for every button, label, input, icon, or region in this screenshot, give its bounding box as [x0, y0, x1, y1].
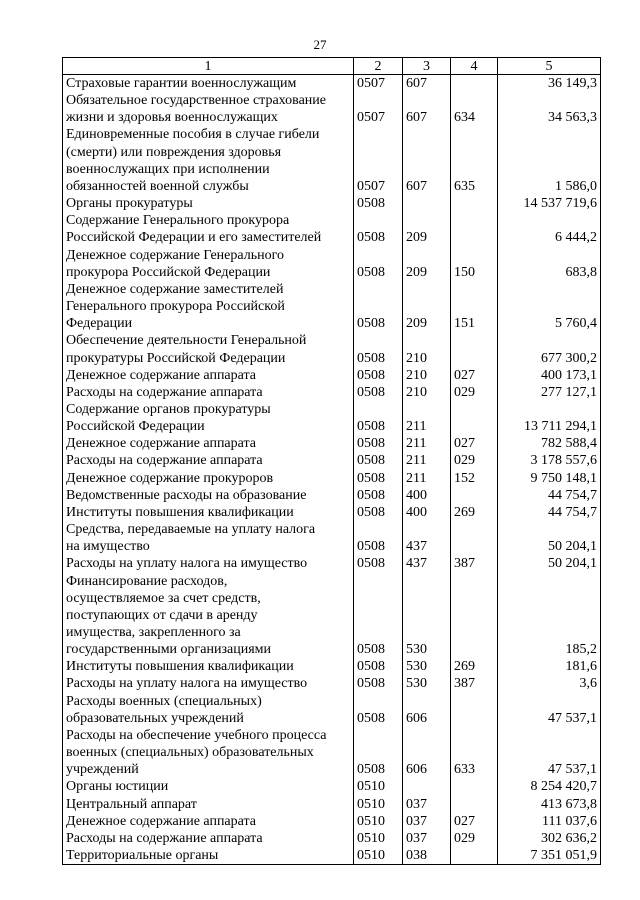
amount-value: 181,6: [498, 658, 601, 675]
target-article-code: 530: [403, 675, 451, 692]
amount-value: 185,2: [498, 573, 601, 659]
target-article-code: 606: [403, 693, 451, 727]
target-article-code: 211: [403, 452, 451, 469]
section-code: 0508: [354, 452, 403, 469]
section-code: 0508: [354, 195, 403, 212]
section-code: 0510: [354, 847, 403, 865]
amount-value: 683,8: [498, 247, 601, 281]
section-code: 0508: [354, 470, 403, 487]
expense-item-name: Расходы на содержание аппарата: [63, 384, 354, 401]
expense-type-code: [451, 796, 498, 813]
expense-item-name: Обязательное государственное страхование жизни и здоровья военнослужащих: [63, 92, 354, 126]
section-code: 0508: [354, 727, 403, 778]
column-header-5: 5: [498, 58, 601, 75]
amount-value: 5 760,4: [498, 281, 601, 332]
expense-item-name: Единовременные пособия в случае гибели (смерти) или повреждения здоровья военнослужащих при исполнении обязанностей военной службы: [63, 126, 354, 195]
amount-value: 413 673,8: [498, 796, 601, 813]
section-code: 0510: [354, 813, 403, 830]
column-header-3: 3: [403, 58, 451, 75]
expense-type-code: [451, 573, 498, 659]
expense-item-name: Органы прокуратуры: [63, 195, 354, 212]
amount-value: 50 204,1: [498, 521, 601, 555]
expense-type-code: 387: [451, 675, 498, 692]
amount-value: 7 351 051,9: [498, 847, 601, 865]
section-code: 0507: [354, 75, 403, 93]
table-row: [63, 452, 601, 469]
section-code: 0508: [354, 212, 403, 246]
expense-type-code: [451, 521, 498, 555]
target-article-code: 607: [403, 92, 451, 126]
table-row: [63, 126, 601, 195]
expense-type-code: 029: [451, 830, 498, 847]
expense-type-code: 150: [451, 247, 498, 281]
target-article-code: [403, 195, 451, 212]
expense-item-name: Ведомственные расходы на образование: [63, 487, 354, 504]
section-code: 0508: [354, 384, 403, 401]
amount-value: 3 178 557,6: [498, 452, 601, 469]
expense-item-name: Институты повышения квалификации: [63, 658, 354, 675]
table-row: [63, 727, 601, 778]
amount-value: 302 636,2: [498, 830, 601, 847]
expense-type-code: [451, 401, 498, 435]
expense-item-name: Содержание органов прокуратуры Российской Федерации: [63, 401, 354, 435]
section-code: 0510: [354, 796, 403, 813]
expense-type-code: [451, 212, 498, 246]
amount-value: 9 750 148,1: [498, 470, 601, 487]
amount-value: 44 754,7: [498, 487, 601, 504]
expense-type-code: 269: [451, 658, 498, 675]
section-code: 0508: [354, 401, 403, 435]
table-row: [63, 658, 601, 675]
expense-type-code: [451, 195, 498, 212]
table-row: [63, 470, 601, 487]
expense-type-code: 027: [451, 367, 498, 384]
expense-type-code: 635: [451, 126, 498, 195]
section-code: 0508: [354, 367, 403, 384]
expense-item-name: Расходы военных (специальных) образовательных учреждений: [63, 693, 354, 727]
expense-item-name: Расходы на обеспечение учебного процесса военных (специальных) образовательных учреждений: [63, 727, 354, 778]
target-article-code: 437: [403, 555, 451, 572]
expense-type-code: [451, 332, 498, 366]
budget-table: [62, 57, 601, 865]
amount-value: 6 444,2: [498, 212, 601, 246]
column-number-row: [63, 58, 601, 75]
expense-type-code: 269: [451, 504, 498, 521]
target-article-code: 530: [403, 658, 451, 675]
expense-item-name: Денежное содержание аппарата: [63, 813, 354, 830]
table-row: [63, 813, 601, 830]
table-row: [63, 487, 601, 504]
amount-value: 400 173,1: [498, 367, 601, 384]
section-code: 0508: [354, 332, 403, 366]
target-article-code: 037: [403, 813, 451, 830]
table-row: [63, 401, 601, 435]
target-article-code: 210: [403, 332, 451, 366]
table-row: [63, 281, 601, 332]
amount-value: 8 254 420,7: [498, 778, 601, 795]
expense-type-code: 152: [451, 470, 498, 487]
page-number: 27: [313, 37, 327, 52]
table-row: [63, 212, 601, 246]
section-code: 0508: [354, 675, 403, 692]
expense-type-code: [451, 487, 498, 504]
target-article-code: 037: [403, 830, 451, 847]
target-article-code: 400: [403, 504, 451, 521]
expense-type-code: 387: [451, 555, 498, 572]
target-article-code: 211: [403, 401, 451, 435]
target-article-code: 530: [403, 573, 451, 659]
section-code: 0510: [354, 778, 403, 795]
amount-value: 34 563,3: [498, 92, 601, 126]
table-row: [63, 92, 601, 126]
target-article-code: 607: [403, 75, 451, 93]
target-article-code: 607: [403, 126, 451, 195]
table-row: [63, 555, 601, 572]
expense-item-name: Расходы на уплату налога на имущество: [63, 555, 354, 572]
table-row: [63, 435, 601, 452]
table-row: [63, 573, 601, 659]
amount-value: 677 300,2: [498, 332, 601, 366]
target-article-code: 209: [403, 247, 451, 281]
expense-type-code: [451, 847, 498, 865]
target-article-code: 211: [403, 470, 451, 487]
section-code: 0508: [354, 693, 403, 727]
target-article-code: 038: [403, 847, 451, 865]
target-article-code: 210: [403, 367, 451, 384]
table-row: [63, 521, 601, 555]
target-article-code: [403, 778, 451, 795]
table-row: [63, 847, 601, 865]
expense-item-name: Денежное содержание Генерального прокурора Российской Федерации: [63, 247, 354, 281]
expense-item-name: Расходы на уплату налога на имущество: [63, 675, 354, 692]
section-code: 0507: [354, 126, 403, 195]
expense-item-name: Денежное содержание аппарата: [63, 367, 354, 384]
section-code: 0508: [354, 281, 403, 332]
section-code: 0507: [354, 92, 403, 126]
table-row: [63, 247, 601, 281]
table-row: [63, 796, 601, 813]
amount-value: 47 537,1: [498, 727, 601, 778]
expense-item-name: Территориальные органы: [63, 847, 354, 865]
table-row: [63, 384, 601, 401]
expense-type-code: 027: [451, 435, 498, 452]
section-code: 0508: [354, 521, 403, 555]
section-code: 0508: [354, 658, 403, 675]
table-row: [63, 675, 601, 692]
column-header-2: 2: [354, 58, 403, 75]
column-header-1: 1: [63, 58, 354, 75]
target-article-code: 037: [403, 796, 451, 813]
section-code: 0508: [354, 247, 403, 281]
amount-value: 47 537,1: [498, 693, 601, 727]
column-header-4: 4: [451, 58, 498, 75]
table-row: [63, 332, 601, 366]
target-article-code: 437: [403, 521, 451, 555]
expense-type-code: 029: [451, 384, 498, 401]
expense-type-code: [451, 778, 498, 795]
section-code: 0508: [354, 573, 403, 659]
expense-item-name: Центральный аппарат: [63, 796, 354, 813]
amount-value: 36 149,3: [498, 75, 601, 93]
amount-value: 111 037,6: [498, 813, 601, 830]
expense-type-code: 151: [451, 281, 498, 332]
section-code: 0508: [354, 504, 403, 521]
table-row: [63, 830, 601, 847]
section-code: 0508: [354, 435, 403, 452]
expense-item-name: Расходы на содержание аппарата: [63, 452, 354, 469]
table-row: [63, 195, 601, 212]
target-article-code: 400: [403, 487, 451, 504]
expense-item-name: Обеспечение деятельности Генеральной прокуратуры Российской Федерации: [63, 332, 354, 366]
amount-value: 44 754,7: [498, 504, 601, 521]
expense-item-name: Денежное содержание заместителей Генерального прокурора Российской Федерации: [63, 281, 354, 332]
expense-item-name: Содержание Генерального прокурора Российской Федерации и его заместителей: [63, 212, 354, 246]
expense-item-name: Денежное содержание прокуроров: [63, 470, 354, 487]
amount-value: 1 586,0: [498, 126, 601, 195]
target-article-code: 209: [403, 212, 451, 246]
amount-value: 13 711 294,1: [498, 401, 601, 435]
amount-value: 14 537 719,6: [498, 195, 601, 212]
amount-value: 50 204,1: [498, 555, 601, 572]
expense-type-code: [451, 75, 498, 93]
table-row: [63, 367, 601, 384]
amount-value: 3,6: [498, 675, 601, 692]
expense-item-name: Финансирование расходов, осуществляемое за счет средств, поступающих от сдачи в аренду имущества, закрепленного за государственными организациями: [63, 573, 354, 659]
expense-type-code: [451, 693, 498, 727]
expense-type-code: 027: [451, 813, 498, 830]
amount-value: 277 127,1: [498, 384, 601, 401]
expense-type-code: 634: [451, 92, 498, 126]
expense-item-name: Денежное содержание аппарата: [63, 435, 354, 452]
table-row: [63, 504, 601, 521]
expense-type-code: 029: [451, 452, 498, 469]
target-article-code: 606: [403, 727, 451, 778]
target-article-code: 209: [403, 281, 451, 332]
expense-item-name: Органы юстиции: [63, 778, 354, 795]
expense-item-name: Институты повышения квалификации: [63, 504, 354, 521]
table-row: [63, 778, 601, 795]
table-row: [63, 693, 601, 727]
section-code: 0508: [354, 487, 403, 504]
amount-value: 782 588,4: [498, 435, 601, 452]
expense-item-name: Средства, передаваемые на уплату налога на имущество: [63, 521, 354, 555]
target-article-code: 210: [403, 384, 451, 401]
section-code: 0508: [354, 555, 403, 572]
target-article-code: 211: [403, 435, 451, 452]
expense-item-name: Расходы на содержание аппарата: [63, 830, 354, 847]
expense-item-name: Страховые гарантии военнослужащим: [63, 75, 354, 93]
table-row: [63, 75, 601, 93]
section-code: 0510: [354, 830, 403, 847]
expense-type-code: 633: [451, 727, 498, 778]
